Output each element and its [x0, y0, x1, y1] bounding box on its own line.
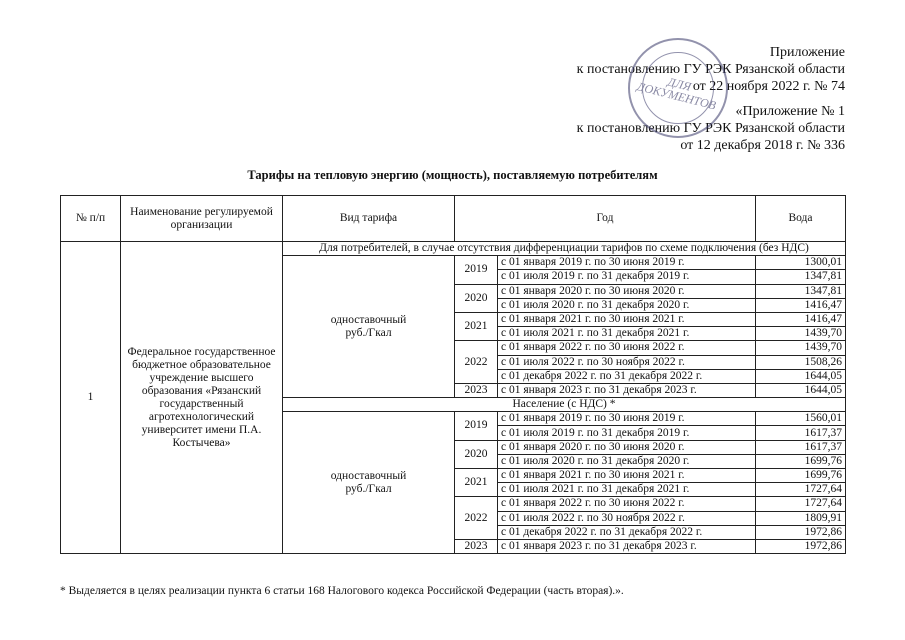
period-cell: с 01 января 2020 г. по 30 июня 2020 г.: [498, 440, 756, 454]
period-cell: с 01 июля 2019 г. по 31 декабря 2019 г.: [498, 426, 756, 440]
header-year: Год: [455, 196, 756, 242]
water-value-cell: 1416,47: [756, 312, 846, 326]
header-line-5: к постановлению ГУ РЭК Рязанской области: [576, 121, 845, 136]
header-water: Вода: [756, 196, 846, 242]
header-org: Наименование регулируемой организации: [121, 196, 283, 242]
water-value-cell: 1644,05: [756, 383, 846, 397]
year-cell: 2022: [455, 341, 498, 384]
period-cell: с 01 июля 2020 г. по 31 декабря 2020 г.: [498, 298, 756, 312]
year-cell: 2023: [455, 539, 498, 553]
period-cell: с 01 января 2021 г. по 30 июня 2021 г.: [498, 312, 756, 326]
period-cell: с 01 января 2021 г. по 30 июня 2021 г.: [498, 469, 756, 483]
document-title: Тарифы на тепловую энергию (мощность), поставляемую потребителям: [247, 168, 658, 182]
header-line-3: от 22 ноября 2022 г. № 74: [692, 79, 845, 94]
water-value-cell: 1617,37: [756, 440, 846, 454]
section-label: Для потребителей, в случае отсутствия дифференциации тарифов по схеме подключения (без НДС): [283, 242, 846, 256]
year-cell: 2020: [455, 440, 498, 468]
year-cell: 2021: [455, 312, 498, 340]
period-cell: с 01 января 2019 г. по 30 июня 2019 г.: [498, 412, 756, 426]
water-value-cell: 1300,01: [756, 256, 846, 270]
footnote: * Выделяется в целях реализации пункта 6 статьи 168 Налогового кодекса Российской Федерации (часть вторая).».: [60, 585, 624, 597]
stamp-text: ДЛЯ ДОКУМЕНТОВ: [635, 74, 718, 113]
period-cell: с 01 января 2022 г. по 30 июня 2022 г.: [498, 497, 756, 511]
header-tariff-type: Вид тарифа: [283, 196, 455, 242]
year-cell: 2020: [455, 284, 498, 312]
period-cell: с 01 июля 2019 г. по 31 декабря 2019 г.: [498, 270, 756, 284]
header-line-1: Приложение: [769, 45, 845, 60]
water-value-cell: 1727,64: [756, 497, 846, 511]
period-cell: с 01 июля 2022 г. по 30 ноября 2022 г.: [498, 355, 756, 369]
water-value-cell: 1809,91: [756, 511, 846, 525]
stamp-seal: [628, 38, 728, 138]
water-value-cell: 1560,01: [756, 412, 846, 426]
water-value-cell: 1972,86: [756, 539, 846, 553]
tariff-type: одноставочный руб./Гкал: [283, 256, 455, 398]
year-cell: 2021: [455, 469, 498, 497]
period-cell: с 01 декабря 2022 г. по 31 декабря 2022 г.: [498, 369, 756, 383]
year-cell: 2019: [455, 256, 498, 284]
water-value-cell: 1439,70: [756, 341, 846, 355]
water-value-cell: 1699,76: [756, 454, 846, 468]
year-cell: 2023: [455, 383, 498, 397]
water-value-cell: 1727,64: [756, 483, 846, 497]
period-cell: с 01 июля 2021 г. по 31 декабря 2021 г.: [498, 327, 756, 341]
period-cell: с 01 декабря 2022 г. по 31 декабря 2022 г.: [498, 525, 756, 539]
period-cell: с 01 июля 2021 г. по 31 декабря 2021 г.: [498, 483, 756, 497]
water-value-cell: 1347,81: [756, 270, 846, 284]
header-line-2: к постановлению ГУ РЭК Рязанской области: [576, 62, 845, 77]
year-cell: 2022: [455, 497, 498, 540]
header-num: № п/п: [61, 196, 121, 242]
row-number: 1: [61, 242, 121, 554]
section-row: [61, 242, 846, 256]
tariff-table: [60, 195, 846, 554]
period-cell: с 01 января 2019 г. по 30 июня 2019 г.: [498, 256, 756, 270]
section-label: Население (с НДС) *: [283, 398, 846, 412]
water-value-cell: 1644,05: [756, 369, 846, 383]
period-cell: с 01 июля 2022 г. по 30 ноября 2022 г.: [498, 511, 756, 525]
header-line-6: от 12 декабря 2018 г. № 336: [680, 138, 845, 153]
water-value-cell: 1416,47: [756, 298, 846, 312]
table-header-row: [61, 196, 846, 242]
water-value-cell: 1347,81: [756, 284, 846, 298]
year-cell: 2019: [455, 412, 498, 440]
organization-name: Федеральное государственное бюджетное образовательное учреждение высшего образования «Рязанский государственный агротехнологический университет имени П.А. Костычева»: [121, 242, 283, 554]
period-cell: с 01 января 2023 г. по 31 декабря 2023 г.: [498, 539, 756, 553]
period-cell: с 01 июля 2020 г. по 31 декабря 2020 г.: [498, 454, 756, 468]
water-value-cell: 1508,26: [756, 355, 846, 369]
header-line-4: «Приложение № 1: [735, 104, 845, 119]
period-cell: с 01 января 2022 г. по 30 июня 2022 г.: [498, 341, 756, 355]
water-value-cell: 1699,76: [756, 469, 846, 483]
water-value-cell: 1439,70: [756, 327, 846, 341]
water-value-cell: 1972,86: [756, 525, 846, 539]
period-cell: с 01 января 2023 г. по 31 декабря 2023 г.: [498, 383, 756, 397]
period-cell: с 01 января 2020 г. по 30 июня 2020 г.: [498, 284, 756, 298]
water-value-cell: 1617,37: [756, 426, 846, 440]
tariff-type: одноставочный руб./Гкал: [283, 412, 455, 554]
